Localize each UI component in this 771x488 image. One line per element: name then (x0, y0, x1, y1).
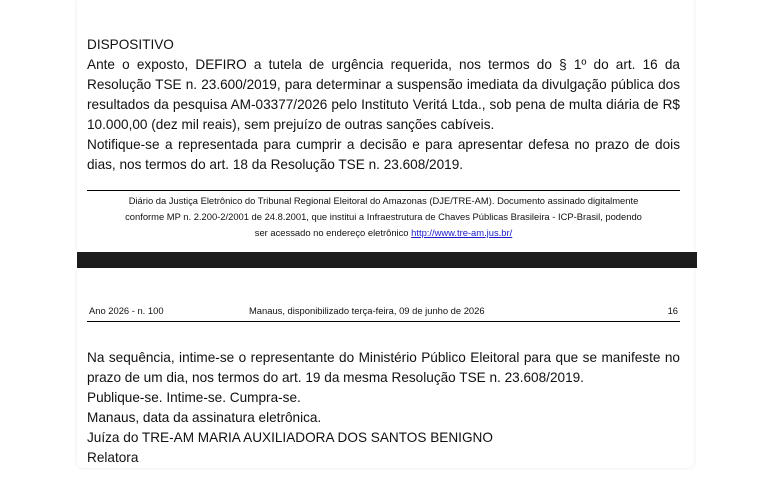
footer-line: Diário da Justiça Eletrônico do Tribunal Regional Eleitoral do Amazonas (DJE/TRE-AM). Documento assinado digitalmente (128, 195, 639, 206)
edition-label: Ano 2026 - n. 100 (89, 305, 164, 316)
header-divider (87, 321, 680, 322)
tre-am-link[interactable]: http://www.tre-am.jus.br/ (411, 227, 513, 238)
footer-line (87, 225, 680, 241)
decision-section (87, 35, 680, 175)
publication-line: Publique-se. Intime-se. Cumpra-se. (87, 390, 301, 405)
signer-role: Relatora (87, 450, 139, 465)
intimation-paragraph: Na sequência, intime-se o representante do Ministério Público Eleitoral para que se manifeste no prazo de um dia, nos termos do art. 19 da mesma Resolução TSE n. 23.608/2019. (87, 350, 680, 385)
page-footer (87, 193, 680, 241)
notification-paragraph: Notifique-se a representada para cumprir a decisão e para apresentar defesa no prazo de dois dias, nos termos do art. 18 da Resolução TSE n. 23.608/2019. (87, 137, 680, 172)
footer-line: conforme MP n. 2.200-2/2001 de 24.8.2001, que institui a Infraestrutura de Chaves Públicas Brasileira - ICP-Brasil, podendo (125, 211, 642, 222)
page-number: 16 (667, 305, 678, 316)
continuation-section (87, 348, 680, 468)
footer-divider (87, 190, 680, 191)
footer-line-text: ser acessado no endereço eletrônico (254, 227, 409, 238)
date-line: Manaus, data da assinatura eletrônica. (87, 410, 322, 425)
place-date-label: Manaus, disponibilizado terça-feira, 09 de junho de 2026 (249, 305, 485, 316)
section-heading: DISPOSITIVO (87, 37, 174, 52)
decision-paragraph: Ante o exposto, DEFIRO a tutela de urgência requerida, nos termos do § 1º do art. 16 da Resolução TSE n. 23.600/2019, para determinar a suspensão imediata da divulgação pública dos resultados da pesquisa AM-03377/2026 pelo Instituto Veritá Ltda., sob pena de multa diária de R$ 10.000,00 (dez mil reais), sem prejuízo de outras sanções cabíveis. (87, 57, 680, 132)
page-header (87, 303, 680, 319)
signer-name: Juíza do TRE-AM MARIA AUXILIADORA DOS SANTOS BENIGNO (87, 430, 493, 445)
page-break-band (77, 252, 697, 268)
